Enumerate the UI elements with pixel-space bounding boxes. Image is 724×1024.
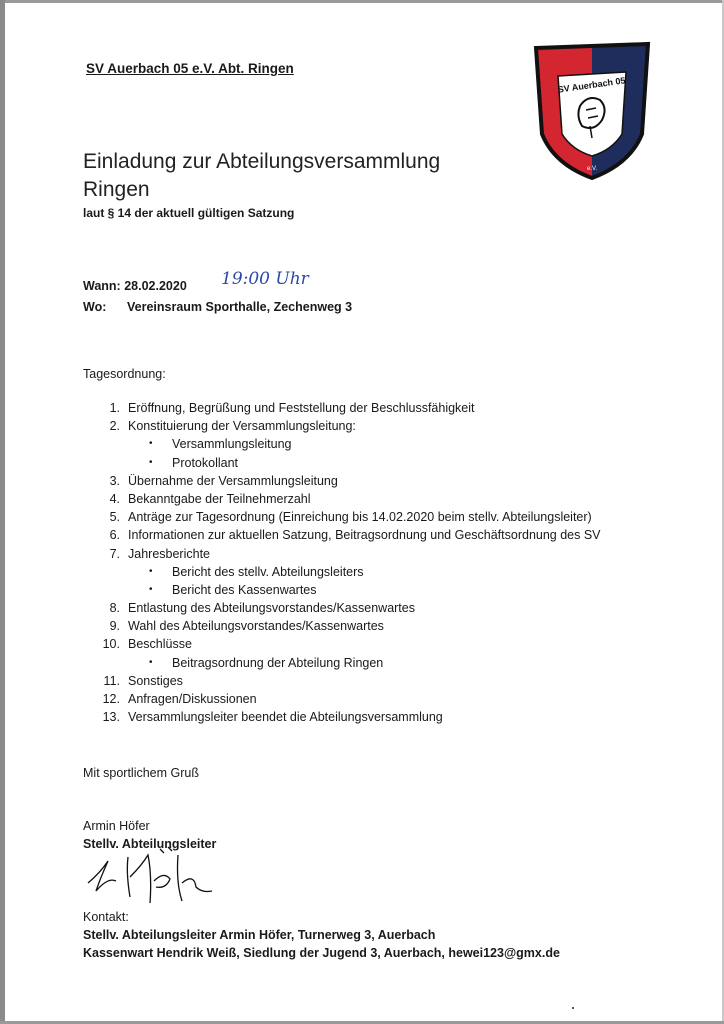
signer-role: Stellv. Abteilungsleiter xyxy=(83,837,217,851)
title-line-1: Einladung zur Abteilungsversammlung xyxy=(83,150,441,173)
agenda-item xyxy=(83,417,703,435)
page-edge-left xyxy=(0,0,5,1024)
agenda-item-text: Konstituierung der Versammlungsleitung: xyxy=(128,419,356,434)
agenda-item-number: 4. xyxy=(109,491,120,506)
bullet-marker: • xyxy=(149,565,153,577)
signer-name: Armin Höfer xyxy=(83,819,150,833)
bullet-marker: • xyxy=(149,583,153,595)
agenda-item xyxy=(83,690,703,708)
agenda-item xyxy=(83,708,703,726)
closing-greeting: Mit sportlichem Gruß xyxy=(83,766,199,780)
agenda-item-text: Anträge zur Tagesordnung (Einreichung bis 14.02.2020 beim stellv. Abteilungsleiter) xyxy=(128,510,592,525)
agenda-item-number: 11. xyxy=(103,673,120,688)
agenda-heading: Tagesordnung: xyxy=(83,367,166,381)
agenda-item-text: Versammlungsleiter beendet die Abteilungsversammlung xyxy=(128,710,443,725)
agenda-item-number: 9. xyxy=(109,619,120,634)
agenda-item-text: Bericht des stellv. Abteilungsleiters xyxy=(172,564,364,579)
agenda-item xyxy=(83,399,703,417)
crest-text-top: SV Auerbach 05 xyxy=(557,75,627,95)
agenda-item xyxy=(83,617,703,635)
agenda-item xyxy=(83,526,703,544)
agenda-item xyxy=(83,672,703,690)
contact-heading: Kontakt: xyxy=(83,910,129,924)
meeting-time-handwritten: 19:00 Uhr xyxy=(221,269,309,289)
agenda-item xyxy=(83,472,703,490)
agenda-item-text: Beschlüsse xyxy=(128,637,192,652)
agenda-subitem xyxy=(83,563,703,581)
document-subtitle: laut § 14 der aktuell gültigen Satzung xyxy=(83,206,295,220)
agenda-item-number: 1. xyxy=(109,401,120,415)
meeting-when xyxy=(83,279,187,293)
agenda-item-text: Versammlungsleitung xyxy=(172,437,292,452)
where-label: Wo: xyxy=(83,300,107,314)
agenda-item-text: Beitragsordnung der Abteilung Ringen xyxy=(172,655,384,670)
agenda-item-number: 3. xyxy=(109,473,120,488)
agenda-item xyxy=(83,545,703,563)
agenda-item-number: 6. xyxy=(109,528,120,543)
meeting-date: 28.02.2020 xyxy=(124,279,187,293)
agenda-item-text: Übernahme der Versammlungsleitung xyxy=(128,473,338,488)
agenda-item-number: 13. xyxy=(102,710,120,725)
agenda-item-text: Bericht des Kassenwartes xyxy=(172,582,317,597)
document-title xyxy=(83,148,440,204)
handwritten-signature xyxy=(86,843,226,913)
agenda-subitem xyxy=(83,454,703,472)
agenda-subitem xyxy=(83,581,703,599)
agenda-item xyxy=(83,490,703,508)
agenda-item-text: Informationen zur aktuellen Satzung, Beitragsordnung und Geschäftsordnung des SV xyxy=(128,528,601,543)
organization-heading: SV Auerbach 05 e.V. Abt. Ringen xyxy=(86,61,294,76)
agenda-item-number: 12. xyxy=(102,692,120,706)
agenda-subitem xyxy=(83,654,703,672)
agenda-item xyxy=(83,635,703,653)
crest-text-bottom: e.V. xyxy=(586,166,598,172)
bullet-marker: • xyxy=(149,438,153,450)
club-crest-logo xyxy=(530,38,654,182)
agenda-item-number: 10. xyxy=(102,637,120,652)
page-edge-top xyxy=(0,0,724,3)
contact-line-2: Kassenwart Hendrik Weiß, Siedlung der Jugend 3, Auerbach, hewei123@gmx.de xyxy=(83,946,560,960)
bullet-marker: • xyxy=(149,656,153,668)
agenda-item-text: Anfragen/Diskussionen xyxy=(128,692,257,706)
agenda-item-text: Wahl des Abteilungsvorstandes/Kassenwartes xyxy=(128,619,384,634)
meeting-location: Vereinsraum Sporthalle, Zechenweg 3 xyxy=(127,300,353,314)
agenda-item xyxy=(83,599,703,617)
agenda-item-text: Jahresberichte xyxy=(128,546,210,561)
agenda-list xyxy=(83,399,703,726)
agenda-item-text: Bekanntgabe der Teilnehmerzahl xyxy=(128,491,311,506)
title-line-2: Ringen xyxy=(83,178,150,201)
agenda-item-text: Entlastung des Abteilungsvorstandes/Kassenwartes xyxy=(128,601,415,616)
when-label: Wann: xyxy=(83,279,121,293)
agenda-item-number: 7. xyxy=(109,546,120,561)
agenda-item-number: 5. xyxy=(109,510,120,525)
agenda-item-text: Sonstiges xyxy=(128,673,183,688)
agenda-item xyxy=(83,508,703,526)
agenda-item-text: Eröffnung, Begrüßung und Feststellung der Beschlussfähigkeit xyxy=(128,401,475,415)
contact-line-1: Stellv. Abteilungsleiter Armin Höfer, Turnerweg 3, Auerbach xyxy=(83,928,436,942)
agenda-item-text: Protokollant xyxy=(172,455,239,470)
agenda-item-number: 8. xyxy=(109,601,120,616)
scan-speck xyxy=(572,1007,574,1009)
bullet-marker: • xyxy=(149,456,153,468)
meeting-where xyxy=(83,300,352,314)
agenda-subitem xyxy=(83,435,703,453)
agenda-item-number: 2. xyxy=(109,419,120,434)
